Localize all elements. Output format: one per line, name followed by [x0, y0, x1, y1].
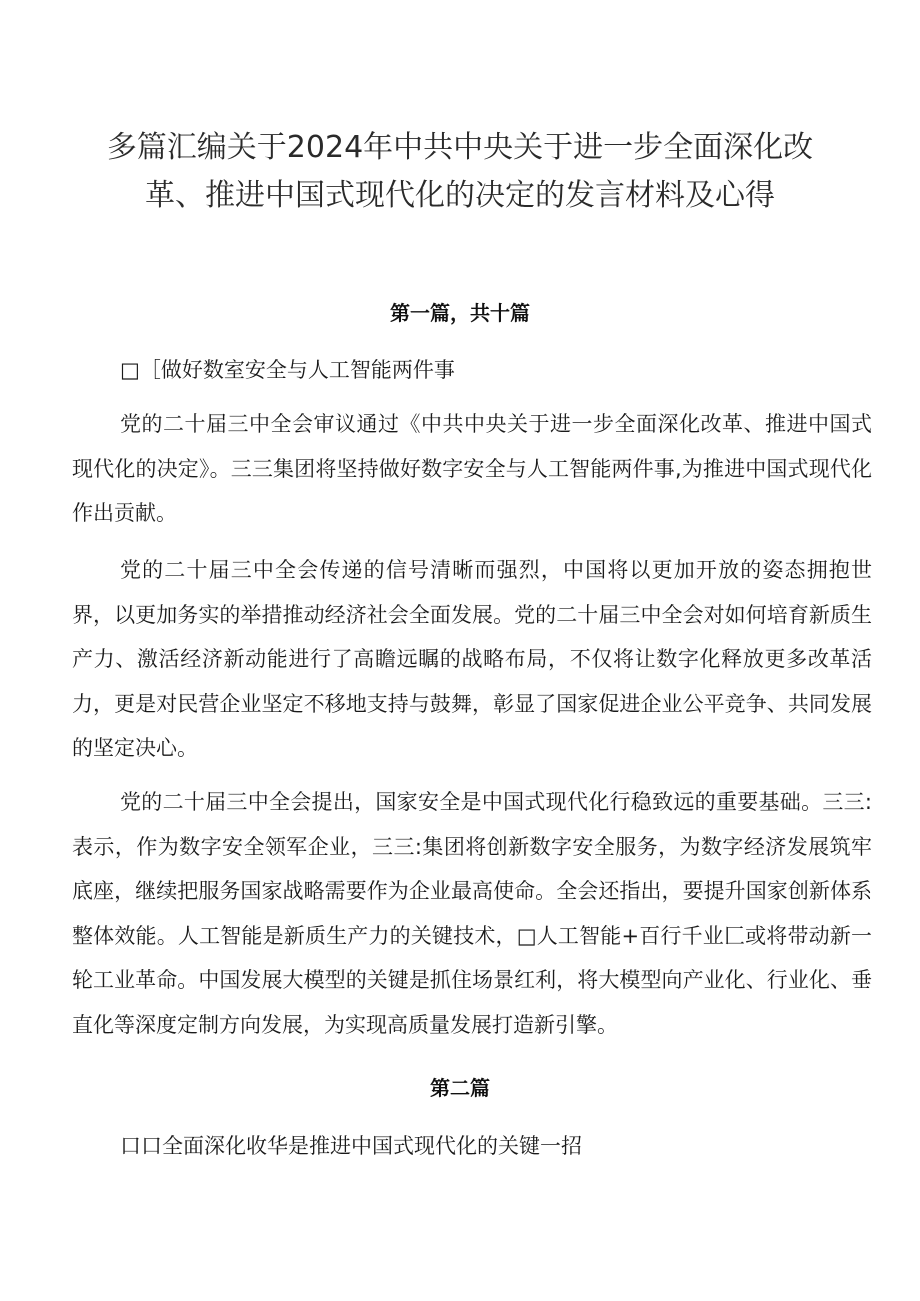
paragraph-3: 党的二十届三中全会提出，国家安全是中国式现代化行稳致远的重要基础。三三:表示，作为数字安全领军企业，三三:集团将创新数字安全服务，为数字经济发展筑牢底座，继续把服务国家战略需要作为企业最高使命。全会还指出，要提升国家创新体系整体效能。人工智能是新质生产力的关键技术，□人工智能+百行千业匚或将带动新一轮工业革命。中国发展大模型的关键是抓住场景红利，将大模型向产业化、行业化、垂直化等深度定制方向发展，为实现高质量发展打造新引擎。: [72, 790, 872, 1037]
section-heading-1: 第一篇，共十篇: [390, 301, 530, 325]
section-subhead-1: □［做好数室安全与人工智能两件事: [120, 358, 455, 382]
title-line-2: 革、推进中国式现代化的决定的发言材料及心得: [145, 178, 775, 213]
section-heading-2: 第二篇: [430, 1076, 490, 1100]
document-title: [0, 124, 920, 220]
paragraph-2: 党的二十届三中全会传递的信号清晰而强烈，中国将以更加开放的姿态拥抱世界，以更加务实的举措推动经济社会全面发展。党的二十届三中全会对如何培育新质生产力、激活经济新动能进行了高瞻远瞩的战略布局，不仅将让数字化释放更多改革活力，更是对民营企业坚定不移地支持与鼓舞，彰显了国家促进企业公平竞争、共同发展的坚定决心。: [72, 558, 872, 760]
section-subhead-2: 口口全面深化收华是推进中国式现代化的关键一招: [120, 1134, 582, 1158]
paragraph-1: 党的二十届三中全会审议通过《中共中央关于进一步全面深化改革、推进中国式现代化的决定》。三三集团将坚持做好数字安全与人工智能两件事,为推进中国式现代化作出贡献。: [72, 412, 872, 525]
title-line-1: 多篇汇编关于2024年中共中央关于进一步全面深化改: [106, 130, 814, 165]
